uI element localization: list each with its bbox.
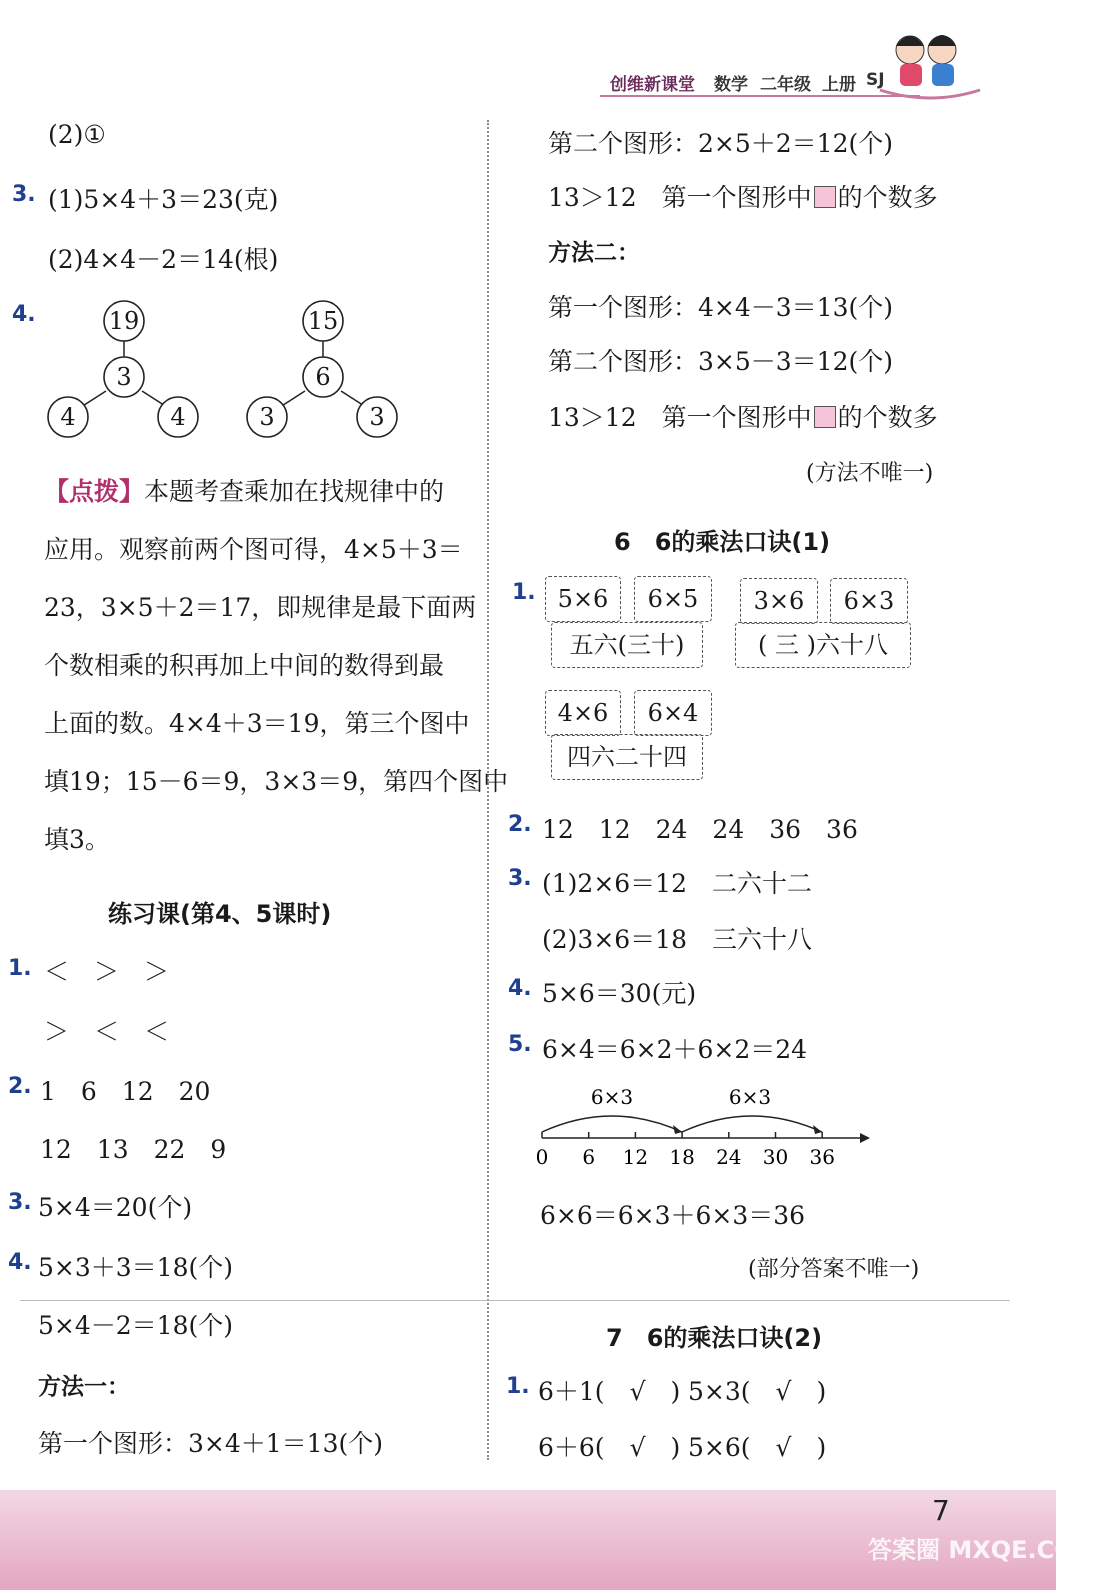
tick-label: 24 xyxy=(716,1145,742,1169)
tree1-right: 4 xyxy=(170,403,186,431)
tree1-mid: 3 xyxy=(116,363,132,391)
box-6x3: 6×3 xyxy=(830,578,908,624)
q3-b: (2)4×4－2＝14(根) xyxy=(48,245,279,274)
s6-q5: 6×4＝6×2＋6×2＝24 xyxy=(542,1035,808,1064)
tree-2 xyxy=(247,301,397,437)
r-line-2-a: 13＞12 第一个图形中 xyxy=(548,183,812,212)
kids-illustration xyxy=(880,20,980,102)
tip-block xyxy=(44,472,444,508)
r-line-5-a: 13＞12 第一个图形中 xyxy=(548,403,812,432)
box-4-6-24: 四六二十四 xyxy=(551,734,703,780)
r-line-5-b: 的个数多 xyxy=(837,403,938,432)
p2-a: 1 6 12 20 xyxy=(40,1077,211,1106)
q3-number: 3. xyxy=(12,182,36,207)
q3-a: (1)5×4＋3＝23(克) xyxy=(48,185,279,214)
bottom-rule xyxy=(20,1300,1010,1301)
header-subject: 数学 xyxy=(714,75,748,95)
p1-number: 1. xyxy=(8,956,32,981)
method-1-label: 方法一： xyxy=(38,1374,130,1400)
page-number: 7 xyxy=(932,1494,950,1527)
box-5-6-30: 五六(三十) xyxy=(551,622,703,668)
s6-q5-number: 5. xyxy=(508,1032,532,1057)
arc-label-2: 6×3 xyxy=(728,1085,772,1109)
r-line-5 xyxy=(548,398,938,434)
tick-label: 6 xyxy=(582,1145,596,1169)
tree2-right: 3 xyxy=(369,403,385,431)
square-icon xyxy=(814,406,836,428)
number-trees xyxy=(40,295,420,445)
p4-number: 4. xyxy=(8,1250,32,1275)
tip-line-3: 个数相乘的积再加上中间的数得到最 xyxy=(44,651,445,680)
tip-line-4: 上面的数。4×4＋3＝19，第三个图中 xyxy=(44,709,470,738)
p1-a: ＜ ＞ ＞ xyxy=(44,957,170,986)
note-partial-not-unique: (部分答案不唯一) xyxy=(748,1257,920,1282)
box-5x6: 5×6 xyxy=(545,576,621,622)
p2-b: 12 13 22 9 xyxy=(40,1135,227,1164)
s7-q1-number: 1. xyxy=(506,1374,530,1399)
box-6x5: 6×5 xyxy=(634,576,712,622)
arc-label-1: 6×3 xyxy=(590,1085,634,1109)
tick-label: 0 xyxy=(535,1145,549,1169)
header-grade: 二年级 xyxy=(760,75,811,95)
r-line-4: 第二个图形：3×5－3＝12(个) xyxy=(548,347,893,376)
method-2-label: 方法二： xyxy=(548,240,640,266)
s7-row2-a: 6＋6( √ ) xyxy=(538,1433,681,1462)
p3-number: 3. xyxy=(8,1190,32,1215)
r-line-1: 第二个图形：2×5＋2＝12(个) xyxy=(548,129,893,158)
s7-row1-b: 5×3( √ ) xyxy=(688,1377,827,1406)
section-title-6: 6 6的乘法口诀(1) xyxy=(614,528,831,556)
note-method-not-unique: (方法不唯一) xyxy=(806,461,934,486)
header-rule xyxy=(600,95,920,97)
tip-line-2: 23，3×5＋2＝17，即规律是最下面两 xyxy=(44,593,477,622)
tick-label: 30 xyxy=(762,1145,789,1169)
s6-q3-a: (1)2×6＝12 二六十二 xyxy=(542,869,812,898)
header-brand: 创维新课堂 xyxy=(610,75,695,95)
p2-number: 2. xyxy=(8,1074,32,1099)
s6-q1-number: 1. xyxy=(512,580,536,605)
s6-q4: 5×6＝30(元) xyxy=(542,979,697,1008)
box-6x4: 6×4 xyxy=(634,690,712,736)
arc-2-arrow xyxy=(813,1125,822,1134)
tip-line-1: 应用。观察前两个图可得，4×5＋3＝ xyxy=(44,535,463,564)
tree2-left: 3 xyxy=(259,403,275,431)
arc-1-arrow xyxy=(673,1125,682,1134)
section-title-7: 7 6的乘法口诀(2) xyxy=(606,1324,823,1352)
tick-label: 18 xyxy=(669,1145,695,1169)
p1-b: ＞ ＜ ＜ xyxy=(44,1017,170,1046)
r-line-2-b: 的个数多 xyxy=(837,183,938,212)
box-3x6: 3×6 xyxy=(740,578,818,624)
r-line-2 xyxy=(548,178,938,214)
tree2-top: 15 xyxy=(307,307,339,335)
s6-q3-b: (2)3×6＝18 三六十八 xyxy=(542,925,812,954)
tick-label: 12 xyxy=(622,1145,649,1169)
arc-1 xyxy=(542,1116,682,1132)
section-title-practice: 练习课(第4、5课时) xyxy=(108,900,332,928)
r-line-3: 第一个图形：4×4－3＝13(个) xyxy=(548,293,893,322)
p4-a: 5×3＋3＝18(个) xyxy=(38,1253,233,1282)
tree2-mid: 6 xyxy=(315,363,331,391)
header-edition: SJ xyxy=(866,70,885,90)
s6-q2-number: 2. xyxy=(508,812,532,837)
box-3-6-18: ( 三 )六十八 xyxy=(735,622,911,668)
s6-q4-number: 4. xyxy=(508,976,532,1001)
header-volume: 上册 xyxy=(822,75,856,95)
s6-q3-number: 3. xyxy=(508,866,532,891)
tip-line-0: 本题考查乘加在找规律中的 xyxy=(144,477,445,506)
p4-b: 5×4－2＝18(个) xyxy=(38,1311,233,1340)
square-icon xyxy=(814,186,836,208)
s6-q2: 12 12 24 24 36 36 xyxy=(542,815,858,844)
s7-row2-b: 5×6( √ ) xyxy=(688,1433,827,1462)
s7-row1-a: 6＋1( √ ) xyxy=(538,1377,681,1406)
q4-number: 4. xyxy=(12,302,36,327)
tree1-top: 19 xyxy=(108,307,140,335)
s6-q5-b: 6×6＝6×3＋6×3＝36 xyxy=(540,1201,806,1230)
tick-label: 36 xyxy=(809,1145,835,1169)
method-1-line: 第一个图形：3×4＋1＝13(个) xyxy=(38,1429,383,1458)
left-line-1: (2)① xyxy=(48,120,106,149)
tip-line-6: 填3。 xyxy=(44,825,110,854)
box-4x6: 4×6 xyxy=(545,690,621,736)
tip-line-5: 填19；15－6＝9，3×3＝9，第四个图中 xyxy=(44,767,509,796)
tree1-left: 4 xyxy=(60,403,76,431)
p3-a: 5×4＝20(个) xyxy=(38,1193,193,1222)
tip-label: 【点拨】 xyxy=(44,477,145,506)
watermark: 答案圈 MXQE.COM xyxy=(868,1536,1099,1564)
tree-1 xyxy=(48,301,198,437)
axis-arrow xyxy=(860,1133,870,1143)
arc-2 xyxy=(682,1116,822,1132)
number-line xyxy=(530,1082,880,1174)
